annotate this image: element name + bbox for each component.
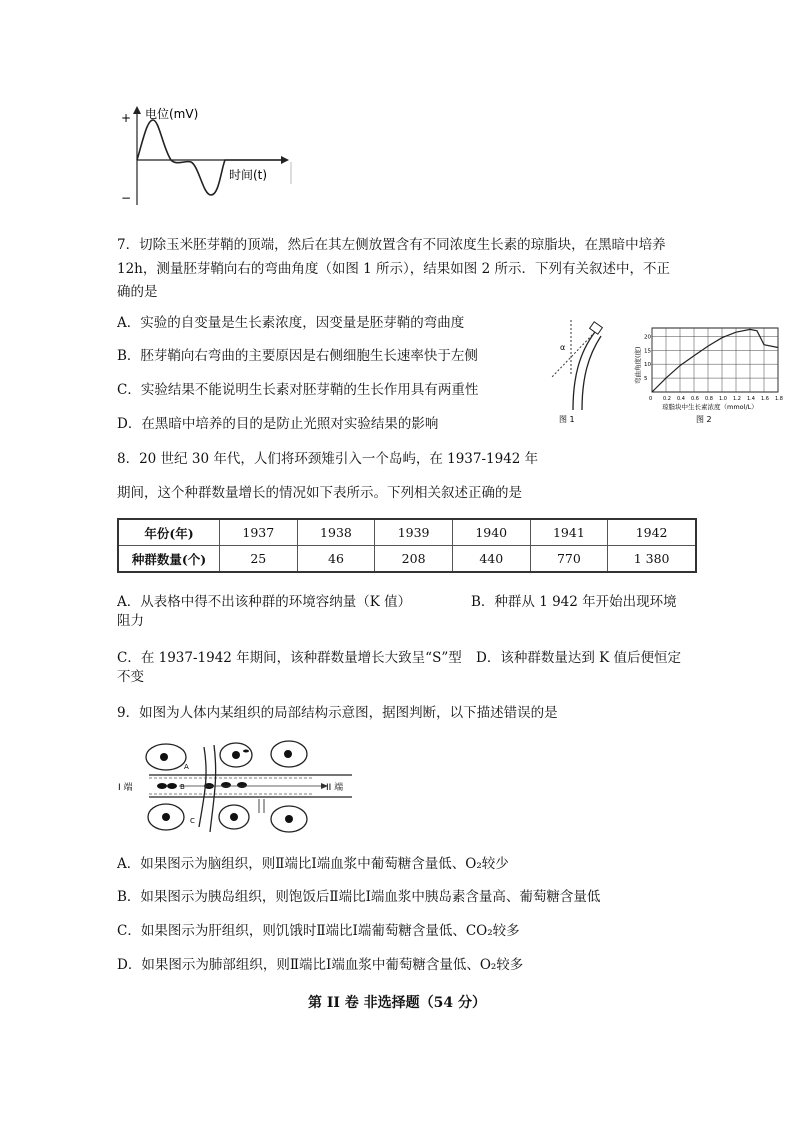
fig2-y-tick: 15	[644, 348, 651, 355]
population-table	[117, 518, 697, 573]
potential-y-label: 电位(mV)	[145, 107, 199, 121]
fig2-x-tick: 1.6	[761, 396, 769, 402]
q9-option-c: C．如果图示为肝组织，则饥饿时Ⅱ端比Ⅰ端葡萄糖含量低、CO₂较多	[117, 923, 520, 939]
plus-sign: +	[121, 111, 132, 125]
fig2-x-tick: 0.4	[677, 396, 685, 402]
fig2-y-tick: 5	[644, 376, 648, 383]
q9-option-b: B．如果图示为胰岛组织，则饱饭后Ⅱ端比Ⅰ端血浆中胰岛素含量高、葡萄糖含量低	[117, 889, 601, 905]
label-right-end: II 端	[326, 783, 344, 793]
q8-option-b: B．种群从 1 942 年开始出现环境	[471, 594, 677, 610]
label-a: A	[184, 763, 189, 771]
q7-stem-line-3: 确的是	[117, 284, 158, 300]
fig2-y-tick: 20	[644, 334, 651, 341]
fig2-x-tick: 0.2	[663, 396, 671, 402]
section-title: 第 II 卷 非选择题（54 分）	[307, 995, 487, 1011]
fig2-x-tick: 0.8	[705, 396, 713, 402]
table-cell: 1937	[220, 519, 298, 546]
fig2-x-tick: 1.4	[747, 396, 755, 402]
table-cell: 1938	[297, 519, 375, 546]
q7-stem-line-1: 7．切除玉米胚芽鞘的顶端，然后在其左侧放置含有不同浓度生长素的琼脂块，在黑暗中培养	[117, 237, 666, 253]
table-row	[118, 546, 696, 573]
table-cell: 440	[452, 546, 530, 573]
q7-option-d: D．在黑暗中培养的目的是防止光照对实验结果的影响	[117, 416, 439, 432]
coleoptile-figure	[535, 318, 610, 428]
table-cell: 1939	[375, 519, 453, 546]
table-cell: 770	[530, 546, 608, 573]
fig2-x-tick: 0.6	[691, 396, 699, 402]
label-c: C	[190, 817, 195, 825]
q7-option-b: B．胚芽鞘向右弯曲的主要原因是右侧细胞生长速率快于左侧	[117, 348, 478, 364]
q8-option-a: A．从表格中得不出该种群的环境容纳量（K 值）	[117, 594, 412, 610]
fig2-grid	[652, 328, 778, 392]
fig2-label: 图 2	[696, 415, 712, 424]
fig2-y-label: 弯曲角度(度)	[634, 346, 642, 384]
fig1-label: 图 1	[559, 415, 575, 424]
table-cell: 1942	[608, 519, 696, 546]
fig2-chart	[628, 322, 788, 430]
label-b: B	[180, 783, 185, 791]
fig2-x-tick: 1.2	[733, 396, 741, 402]
table-cell: 1941	[530, 519, 608, 546]
q8-option-d: D．该种群数量达到 K 值后便恒定	[476, 650, 681, 666]
table-cell: 46	[297, 546, 375, 573]
tissue-diagram	[114, 737, 364, 837]
fig2-series-line	[652, 329, 778, 392]
svg-text:α: α	[560, 343, 566, 352]
potential-figure	[115, 100, 295, 210]
q9-option-d: D．如果图示为肺部组织，则Ⅱ端比Ⅰ端血浆中葡萄糖含量低、O₂较多	[117, 957, 524, 973]
fig2-x-tick: 1.8	[775, 396, 783, 402]
q9-stem: 9．如图为人体内某组织的局部结构示意图，据图判断，以下描述错误的是	[117, 705, 558, 721]
label-left-end: I 端	[118, 783, 133, 793]
table-header-year: 年份(年)	[118, 519, 220, 546]
q8-stem-line-1: 8．20 世纪 30 年代，人们将环颈雉引入一个岛屿，在 1937-1942 年	[117, 451, 539, 467]
q7-option-c: C．实验结果不能说明生长素对胚芽鞘的生长作用具有两重性	[117, 382, 479, 398]
table-cell: 208	[375, 546, 453, 573]
fig2-x-tick: 0	[649, 396, 653, 402]
q7-stem-line-2: 12h，测量胚芽鞘向右的弯曲角度（如图 1 所示），结果如图 2 所示．下列有关叙述中，不正	[117, 261, 670, 277]
fig2-x-tick: 1.0	[719, 396, 727, 402]
table-cell: 25	[220, 546, 298, 573]
table-cell: 1940	[452, 519, 530, 546]
table-header-count: 种群数量(个)	[118, 546, 220, 573]
potential-x-label: 时间(t)	[229, 168, 268, 182]
q9-option-a: A．如果图示为脑组织，则Ⅱ端比Ⅰ端血浆中葡萄糖含量低、O₂较少	[117, 856, 509, 872]
q8-option-d-cont: 不变	[117, 669, 144, 685]
fig2-y-tick: 10	[644, 362, 651, 369]
table-cell: 1 380	[608, 546, 696, 573]
fig2-x-label: 琼脂块中生长素浓度（mmol/L）	[662, 403, 758, 411]
fig2-frame	[652, 328, 778, 392]
q7-option-a: A．实验的自变量是生长素浓度，因变量是胚芽鞘的弯曲度	[117, 315, 465, 331]
table-row	[118, 519, 696, 546]
q8-stem-line-2: 期间，这个种群数量增长的情况如下表所示。下列相关叙述正确的是	[117, 485, 522, 501]
q8-option-c: C．在 1937-1942 年期间，该种群数量增长大致呈“S”型	[117, 650, 462, 666]
q8-option-b-cont: 阻力	[117, 613, 144, 629]
minus-sign: −	[121, 191, 132, 205]
